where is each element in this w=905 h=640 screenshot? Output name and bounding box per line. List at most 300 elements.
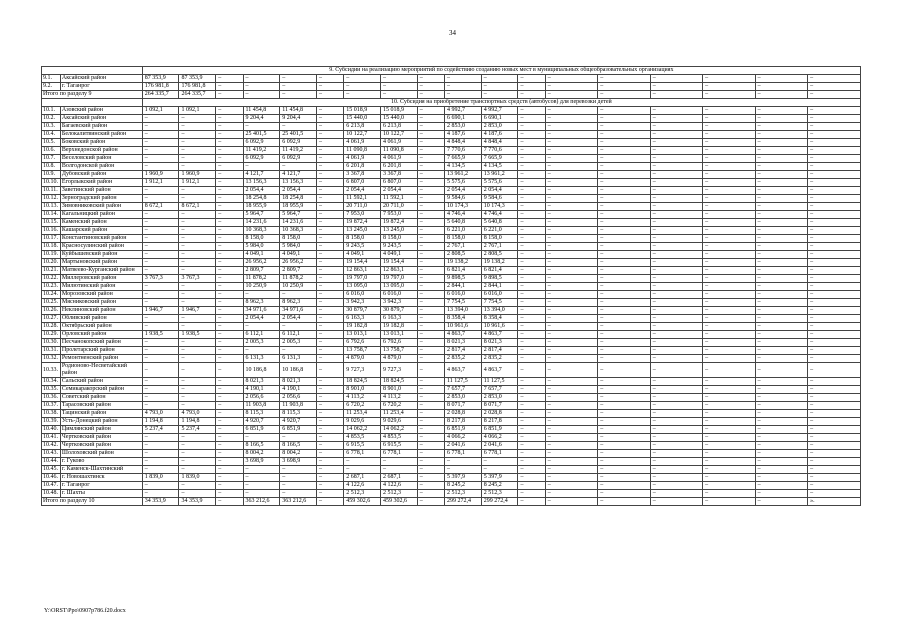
amount-cell: – — [808, 163, 861, 171]
amount-cell: – — [142, 458, 179, 466]
amount-cell: – — [243, 490, 280, 498]
table-row — [42, 450, 861, 458]
municipality-name: Пролетарский район — [60, 347, 142, 355]
amount-cell: 25 401,5 — [243, 131, 280, 139]
table-row — [42, 466, 861, 474]
amount-cell: 9 204,4 — [243, 115, 280, 123]
amount-cell: 4 121,7 — [243, 171, 280, 179]
amount-cell: 19 797,0 — [380, 275, 417, 283]
amount-cell: – — [216, 442, 243, 450]
amount-cell: – — [316, 347, 343, 355]
amount-cell: – — [179, 299, 216, 307]
amount-cell: 11 454,8 — [243, 107, 280, 115]
amount-cell: – — [703, 131, 755, 139]
amount-cell: 30 879,7 — [344, 307, 381, 315]
amount-cell: – — [598, 331, 650, 339]
amount-cell: 8 115,3 — [280, 410, 317, 418]
amount-cell: – — [808, 115, 861, 123]
amount-cell: 10 174,3 — [445, 203, 482, 211]
amount-cell: – — [417, 251, 444, 259]
amount-cell: – — [417, 442, 444, 450]
amount-cell: – — [545, 363, 597, 378]
amount-cell: 6 213,8 — [380, 123, 417, 131]
amount-cell: – — [703, 442, 755, 450]
amount-cell: – — [808, 299, 861, 307]
amount-cell: – — [808, 203, 861, 211]
municipality-name: Миллеровский район — [60, 275, 142, 283]
amount-cell: – — [216, 394, 243, 402]
table-row — [42, 251, 861, 259]
amount-cell: – — [808, 211, 861, 219]
amount-cell: 2 512,3 — [344, 490, 381, 498]
amount-cell: 10 368,3 — [243, 227, 280, 235]
amount-cell: – — [518, 139, 545, 147]
amount-cell: – — [703, 195, 755, 203]
amount-cell: – — [316, 227, 343, 235]
total-amount: – — [650, 498, 702, 506]
amount-cell: – — [142, 466, 179, 474]
amount-cell: – — [481, 83, 518, 91]
amount-cell: – — [808, 363, 861, 378]
amount-cell: – — [280, 123, 317, 131]
amount-cell: – — [179, 291, 216, 299]
amount-cell: 30 879,7 — [380, 307, 417, 315]
amount-cell: 6 720,2 — [380, 402, 417, 410]
amount-cell: – — [518, 347, 545, 355]
amount-cell: – — [598, 163, 650, 171]
amount-cell: – — [518, 235, 545, 243]
amount-cell: – — [518, 251, 545, 259]
amount-cell: 19 182,8 — [380, 323, 417, 331]
amount-cell: 8 962,3 — [280, 299, 317, 307]
amount-cell: – — [703, 115, 755, 123]
amount-cell: – — [808, 323, 861, 331]
amount-cell: – — [650, 219, 702, 227]
amount-cell: – — [755, 115, 807, 123]
municipality-name: Заветинский район — [60, 187, 142, 195]
amount-cell: – — [216, 131, 243, 139]
amount-cell: – — [545, 474, 597, 482]
table-row — [42, 474, 861, 482]
amount-cell: 7 665,9 — [481, 155, 518, 163]
amount-cell: – — [216, 267, 243, 275]
municipality-name: Зимовниковский район — [60, 203, 142, 211]
amount-cell: – — [518, 291, 545, 299]
row-number: 10.25. — [42, 299, 61, 307]
amount-cell: – — [650, 331, 702, 339]
amount-cell: – — [417, 331, 444, 339]
amount-cell: – — [598, 363, 650, 378]
amount-cell: 18 824,5 — [344, 378, 381, 386]
amount-cell: 4 122,6 — [344, 482, 381, 490]
amount-cell: 4 134,5 — [445, 163, 482, 171]
amount-cell: – — [142, 267, 179, 275]
amount-cell: – — [216, 482, 243, 490]
amount-cell: – — [417, 323, 444, 331]
total-amount: – — [703, 498, 755, 506]
amount-cell: – — [142, 195, 179, 203]
amount-cell: 8 115,3 — [243, 410, 280, 418]
municipality-name: г. Гуково — [60, 458, 142, 466]
amount-cell: – — [598, 466, 650, 474]
amount-cell: 5 984,0 — [243, 243, 280, 251]
amount-cell: – — [703, 458, 755, 466]
row-number: 10.19. — [42, 251, 61, 259]
amount-cell: – — [755, 458, 807, 466]
amount-cell: – — [545, 307, 597, 315]
amount-cell: – — [755, 83, 807, 91]
amount-cell: – — [650, 410, 702, 418]
amount-cell: 7 754,5 — [481, 299, 518, 307]
row-number: 10.42. — [42, 442, 61, 450]
amount-cell: – — [545, 291, 597, 299]
amount-cell: 8 166,5 — [243, 442, 280, 450]
amount-cell: 9 029,6 — [344, 418, 381, 426]
amount-cell: – — [545, 339, 597, 347]
amount-cell: – — [545, 219, 597, 227]
amount-cell: – — [755, 474, 807, 482]
amount-cell: – — [703, 243, 755, 251]
amount-cell: 4 066,2 — [445, 434, 482, 442]
amount-cell: – — [545, 426, 597, 434]
amount-cell: – — [243, 163, 280, 171]
amount-cell: – — [216, 147, 243, 155]
amount-cell: – — [808, 155, 861, 163]
municipality-name: г. Каменск-Шахтинский — [60, 466, 142, 474]
amount-cell: – — [179, 442, 216, 450]
row-number: 10.33. — [42, 363, 61, 378]
amount-cell: – — [316, 235, 343, 243]
amount-cell: 6 201,8 — [380, 163, 417, 171]
amount-cell: 2 767,1 — [481, 243, 518, 251]
amount-cell: – — [316, 339, 343, 347]
municipality-name: Аксайский район — [60, 75, 142, 83]
amount-cell: – — [417, 147, 444, 155]
table-row — [42, 291, 861, 299]
amount-cell: – — [598, 171, 650, 179]
amount-cell: 10 174,3 — [481, 203, 518, 211]
municipality-name: Каменский район — [60, 219, 142, 227]
amount-cell: – — [598, 107, 650, 115]
row-number: 10.7. — [42, 155, 61, 163]
amount-cell: – — [243, 482, 280, 490]
amount-cell: 8 358,4 — [445, 315, 482, 323]
amount-cell: – — [545, 450, 597, 458]
amount-cell: 7 657,7 — [445, 386, 482, 394]
amount-cell: 6 778,1 — [344, 450, 381, 458]
amount-cell: 19 797,0 — [344, 275, 381, 283]
amount-cell: 1 960,9 — [179, 171, 216, 179]
amount-cell: 4 049,1 — [344, 251, 381, 259]
amount-cell: 11 903,8 — [280, 402, 317, 410]
amount-cell: 2 835,2 — [445, 355, 482, 363]
amount-cell: 6 821,4 — [445, 267, 482, 275]
amount-cell: – — [545, 259, 597, 267]
amount-cell: – — [650, 402, 702, 410]
table-row — [42, 307, 861, 315]
amount-cell: – — [703, 363, 755, 378]
amount-cell: 19 182,8 — [344, 323, 381, 331]
amount-cell: 10 186,8 — [243, 363, 280, 378]
amount-cell: – — [755, 378, 807, 386]
amount-cell: – — [545, 275, 597, 283]
amount-cell: – — [316, 147, 343, 155]
amount-cell: – — [417, 347, 444, 355]
amount-cell: – — [650, 139, 702, 147]
amount-cell: – — [216, 83, 243, 91]
amount-cell: – — [142, 211, 179, 219]
amount-cell: 12 863,1 — [344, 267, 381, 275]
amount-cell: – — [243, 123, 280, 131]
amount-cell: – — [518, 171, 545, 179]
amount-cell: 8 245,2 — [445, 482, 482, 490]
amount-cell: – — [755, 307, 807, 315]
amount-cell: – — [417, 227, 444, 235]
amount-cell: – — [808, 251, 861, 259]
amount-cell: – — [316, 251, 343, 259]
row-number: 10.14. — [42, 211, 61, 219]
amount-cell: 4 121,7 — [280, 171, 317, 179]
amount-cell: 4 049,1 — [380, 251, 417, 259]
amount-cell: – — [216, 283, 243, 291]
amount-cell: 6 720,2 — [344, 402, 381, 410]
amount-cell: – — [179, 450, 216, 458]
row-number: 10.2. — [42, 115, 61, 123]
amount-cell: 2 687,1 — [380, 474, 417, 482]
total-amount: – — [598, 498, 650, 506]
amount-cell: – — [650, 307, 702, 315]
amount-cell: – — [316, 267, 343, 275]
amount-cell: – — [417, 75, 444, 83]
amount-cell: – — [518, 442, 545, 450]
amount-cell: 6 092,9 — [280, 139, 317, 147]
municipality-name: Неклиновский район — [60, 307, 142, 315]
amount-cell: 4 848,4 — [481, 139, 518, 147]
amount-cell: – — [316, 75, 343, 83]
amount-cell: – — [808, 227, 861, 235]
amount-cell: – — [650, 243, 702, 251]
amount-cell: – — [142, 378, 179, 386]
amount-cell: 1 938,5 — [142, 331, 179, 339]
amount-cell: 4 061,9 — [380, 139, 417, 147]
amount-cell: 1 912,1 — [179, 179, 216, 187]
amount-cell: 19 138,2 — [445, 259, 482, 267]
amount-cell: 11 592,1 — [380, 195, 417, 203]
amount-cell: 2 005,3 — [280, 339, 317, 347]
amount-cell: – — [545, 402, 597, 410]
amount-cell: 11 253,4 — [380, 410, 417, 418]
amount-cell: – — [808, 426, 861, 434]
amount-cell: 4 879,0 — [344, 355, 381, 363]
amount-cell: 6 131,3 — [280, 355, 317, 363]
amount-cell: 13 095,0 — [344, 283, 381, 291]
amount-cell: – — [216, 123, 243, 131]
amount-cell: – — [216, 307, 243, 315]
amount-cell: – — [216, 219, 243, 227]
amount-cell: – — [216, 386, 243, 394]
amount-cell: 9 898,5 — [481, 275, 518, 283]
table-row — [42, 402, 861, 410]
amount-cell: – — [417, 291, 444, 299]
amount-cell: – — [518, 466, 545, 474]
amount-cell: – — [280, 474, 317, 482]
amount-cell: – — [703, 219, 755, 227]
amount-cell: – — [216, 155, 243, 163]
amount-cell: 15 440,0 — [344, 115, 381, 123]
amount-cell: – — [316, 474, 343, 482]
amount-cell: 18 955,9 — [243, 203, 280, 211]
amount-cell: – — [179, 251, 216, 259]
amount-cell: 26 956,2 — [280, 259, 317, 267]
amount-cell: 8 672,1 — [179, 203, 216, 211]
amount-cell: 4 113,2 — [344, 394, 381, 402]
table-row — [42, 227, 861, 235]
amount-cell: – — [755, 466, 807, 474]
amount-cell: – — [808, 283, 861, 291]
table-row — [42, 283, 861, 291]
amount-cell: – — [179, 131, 216, 139]
amount-cell: – — [518, 315, 545, 323]
amount-cell: – — [808, 386, 861, 394]
municipality-name: Орловский район — [60, 331, 142, 339]
amount-cell: 4 848,4 — [445, 139, 482, 147]
total-amount: – — [703, 91, 755, 99]
amount-cell: 10 368,3 — [280, 227, 317, 235]
section-total-row — [42, 91, 861, 99]
table-row — [42, 203, 861, 211]
amount-cell: – — [755, 410, 807, 418]
row-number: 10.21. — [42, 267, 61, 275]
amount-cell: – — [417, 275, 444, 283]
amount-cell: – — [545, 315, 597, 323]
amount-cell: 6 690,1 — [481, 115, 518, 123]
table-row — [42, 410, 861, 418]
municipality-name: Багаевский район — [60, 123, 142, 131]
amount-cell: – — [216, 227, 243, 235]
amount-cell: – — [316, 418, 343, 426]
total-amount: 459 302,6 — [380, 498, 417, 506]
amount-cell: – — [598, 299, 650, 307]
table-row — [42, 195, 861, 203]
amount-cell: – — [316, 323, 343, 331]
amount-cell: – — [598, 307, 650, 315]
amount-cell: 2 054,4 — [445, 187, 482, 195]
table-row — [42, 363, 861, 378]
amount-cell: – — [518, 259, 545, 267]
amount-cell: – — [417, 131, 444, 139]
amount-cell: – — [650, 347, 702, 355]
section-title: 10. Субсидия на приобретение транспортных средств (автобусов) для перевозки детей — [142, 99, 860, 107]
amount-cell: 2 054,4 — [243, 187, 280, 195]
amount-cell: 10 961,6 — [445, 323, 482, 331]
total-amount: – — [755, 498, 807, 506]
row-number: 10.1. — [42, 107, 61, 115]
amount-cell: – — [518, 378, 545, 386]
amount-cell: – — [703, 259, 755, 267]
amount-cell: – — [216, 363, 243, 378]
amount-cell: – — [518, 363, 545, 378]
amount-cell: – — [545, 203, 597, 211]
amount-cell: – — [518, 434, 545, 442]
amount-cell: 8 158,0 — [445, 235, 482, 243]
municipality-name: Матвеево-Курганский район — [60, 267, 142, 275]
amount-cell: – — [545, 482, 597, 490]
amount-cell: – — [598, 291, 650, 299]
amount-cell: – — [142, 219, 179, 227]
amount-cell: 1 092,1 — [179, 107, 216, 115]
amount-cell: 10 186,8 — [280, 363, 317, 378]
amount-cell: – — [316, 195, 343, 203]
total-amount: – — [518, 498, 545, 506]
amount-cell: – — [755, 363, 807, 378]
amount-cell: – — [703, 139, 755, 147]
amount-cell: – — [280, 434, 317, 442]
amount-cell: – — [216, 331, 243, 339]
amount-cell: 13 013,1 — [380, 331, 417, 339]
table-row — [42, 163, 861, 171]
amount-cell: 4 187,6 — [445, 131, 482, 139]
row-number: 10.13. — [42, 203, 61, 211]
amount-cell: – — [142, 139, 179, 147]
amount-cell: – — [808, 482, 861, 490]
amount-cell: – — [755, 251, 807, 259]
amount-cell: – — [598, 402, 650, 410]
total-amount: 299 272,4 — [481, 498, 518, 506]
amount-cell: 2 817,4 — [445, 347, 482, 355]
amount-cell: – — [703, 450, 755, 458]
amount-cell: – — [316, 275, 343, 283]
amount-cell: – — [316, 83, 343, 91]
municipality-name: Песчанокопский район — [60, 339, 142, 347]
amount-cell: – — [598, 474, 650, 482]
amount-cell: – — [755, 355, 807, 363]
municipality-name: Красносулинский район — [60, 243, 142, 251]
amount-cell: – — [316, 243, 343, 251]
amount-cell: 9 243,5 — [344, 243, 381, 251]
amount-cell: – — [518, 339, 545, 347]
total-amount: – — [445, 91, 482, 99]
amount-cell: – — [755, 171, 807, 179]
table-row — [42, 139, 861, 147]
total-amount: 264 335,7 — [142, 91, 179, 99]
row-number: 10.29. — [42, 331, 61, 339]
amount-cell: 7 770,6 — [481, 147, 518, 155]
amount-cell: – — [545, 458, 597, 466]
amount-cell: – — [545, 235, 597, 243]
amount-cell: 10 122,7 — [344, 131, 381, 139]
amount-cell: 6 778,1 — [380, 450, 417, 458]
amount-cell: 11 419,2 — [243, 147, 280, 155]
amount-cell: – — [650, 203, 702, 211]
amount-cell: – — [179, 123, 216, 131]
table-row — [42, 107, 861, 115]
row-number: 10.46. — [42, 474, 61, 482]
amount-cell: – — [598, 434, 650, 442]
amount-cell: – — [755, 179, 807, 187]
amount-cell: 4 049,1 — [280, 251, 317, 259]
amount-cell: – — [216, 163, 243, 171]
amount-cell: – — [316, 315, 343, 323]
amount-cell: 8 158,0 — [243, 235, 280, 243]
amount-cell: – — [703, 315, 755, 323]
file-path: Y:\ORST\Ppo\0907p786.f20.docx — [44, 608, 126, 614]
amount-cell: – — [417, 363, 444, 378]
amount-cell: – — [703, 251, 755, 259]
amount-cell: – — [545, 131, 597, 139]
amount-cell: – — [755, 243, 807, 251]
amount-cell: 19 138,2 — [481, 259, 518, 267]
amount-cell: – — [417, 115, 444, 123]
